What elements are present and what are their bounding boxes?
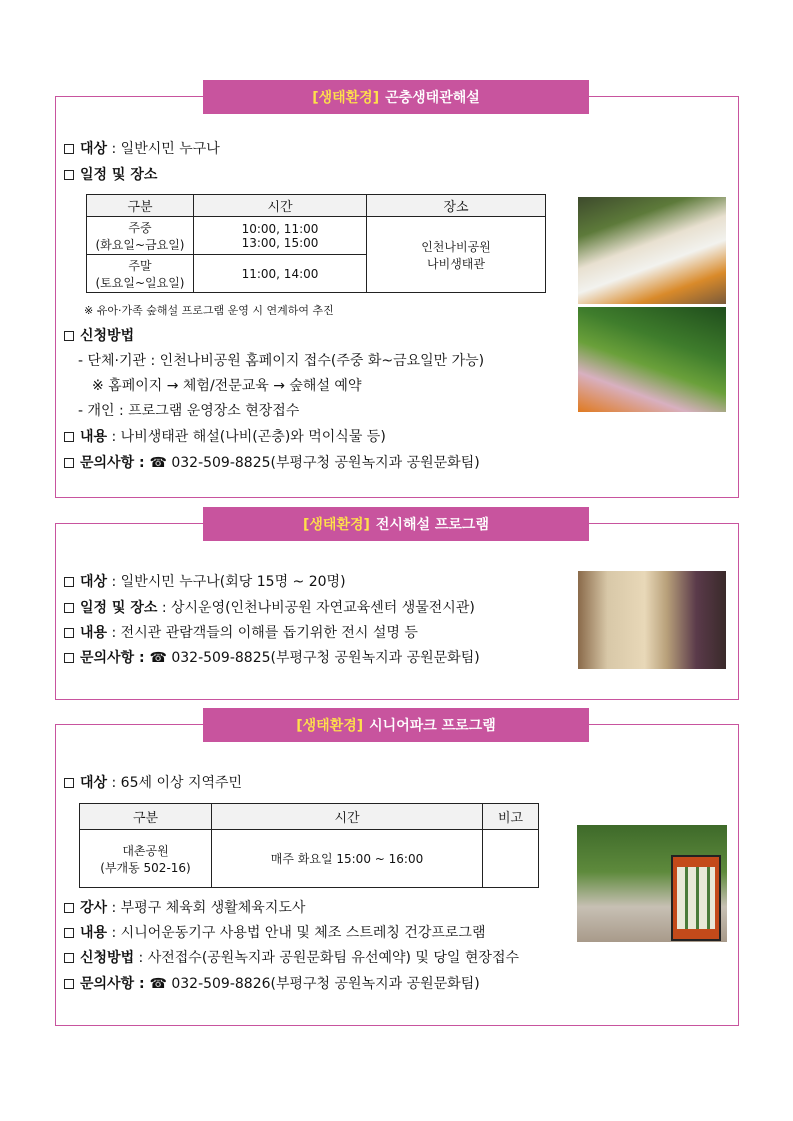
checkbox-icon [64,928,74,938]
section-banner [203,80,589,114]
checkbox-icon [64,653,74,663]
checkbox-icon [64,979,74,989]
schedule-table [79,803,539,888]
instructor-row: 강사 : 부평구 체육회 생활체육지도사 [64,898,305,918]
table-cell: 주중 (화요일~금요일) [87,217,194,255]
table-header: 비고 [483,804,539,830]
target-row: 대상 : 65세 이상 지역주민 [64,773,242,793]
table-cell: 주말 (토요일~일요일) [87,255,194,293]
banner-title: 곤충생태관해설 [385,90,480,106]
table-header: 시간 [194,195,367,217]
application-individual: - 개인 : 프로그램 운영장소 현장접수 [78,403,300,419]
table-cell: 11:00, 14:00 [194,255,367,293]
schedule-row: 일정 및 장소 [64,165,157,185]
contact-row: 문의사항 : ☎ 032-509-8826(부평구청 공원녹지과 공원문화팀) [64,974,480,994]
target-row: 대상 : 일반시민 누구나(회당 15명 ~ 20명) [64,572,346,592]
section-banner [203,507,589,541]
photo-senior-park [577,825,727,942]
photo-exhibition-hall [578,571,726,669]
contact-row: 문의사항 : ☎ 032-509-8825(부평구청 공원녹지과 공원문화팀) [64,453,480,473]
target-row: 대상 : 일반시민 누구나 [64,139,220,159]
content-row: 내용 : 전시관 관람객들의 이해를 돕기위한 전시 설명 등 [64,623,418,643]
table-header: 장소 [367,195,546,217]
table-cell: 10:00, 11:00 13:00, 15:00 [194,217,367,255]
checkbox-icon [64,953,74,963]
banner-category: [생태환경] [296,718,364,734]
park-signboard [671,855,721,941]
contact-row: 문의사항 : ☎ 032-509-8825(부평구청 공원녹지과 공원문화팀) [64,648,480,668]
checkbox-icon [64,144,74,154]
content-row: 내용 : 시니어운동기구 사용법 안내 및 체조 스트레칭 건강프로그램 [64,923,485,943]
table-cell: 대촌공원 (부개동 502-16) [80,830,212,888]
table-header: 시간 [212,804,483,830]
checkbox-icon [64,628,74,638]
schedule-row: 일정 및 장소 : 상시운영(인천나비공원 자연교육센터 생물전시관) [64,598,475,618]
checkbox-icon [64,903,74,913]
table-cell: 매주 화요일 15:00 ~ 16:00 [212,830,483,888]
table-header: 구분 [87,195,194,217]
banner-title: 시니어파크 프로그램 [369,718,496,734]
checkbox-icon [64,170,74,180]
checkbox-icon [64,577,74,587]
checkbox-icon [64,432,74,442]
schedule-table [86,194,546,293]
checkbox-icon [64,331,74,341]
checkbox-icon [64,603,74,613]
note-text: ※ 유아·가족 숲해설 프로그램 운영 시 연계하여 추진 [84,304,334,317]
section-banner [203,708,589,742]
application-path: ※ 홈페이지 → 체험/전문교육 → 숲해설 예약 [92,378,362,394]
photo-children-tour [578,197,726,304]
checkbox-icon [64,778,74,788]
banner-category: [생태환경] [312,90,380,106]
application-row: 신청방법 [64,326,134,346]
banner-title: 전시해설 프로그램 [375,517,489,533]
table-cell-place: 인천나비공원 나비생태관 [367,217,546,293]
photo-forest-tour [578,307,726,412]
table-header: 구분 [80,804,212,830]
table-cell [483,830,539,888]
application-group: - 단체·기관 : 인천나비공원 홈페이지 접수(주중 화~금요일만 가능) [78,353,485,369]
application-row: 신청방법 : 사전접수(공원녹지과 공원문화팀 유선예약) 및 당일 현장접수 [64,948,519,968]
content-row: 내용 : 나비생태관 해설(나비(곤충)와 먹이식물 등) [64,427,386,447]
banner-category: [생태환경] [303,517,370,533]
checkbox-icon [64,458,74,468]
